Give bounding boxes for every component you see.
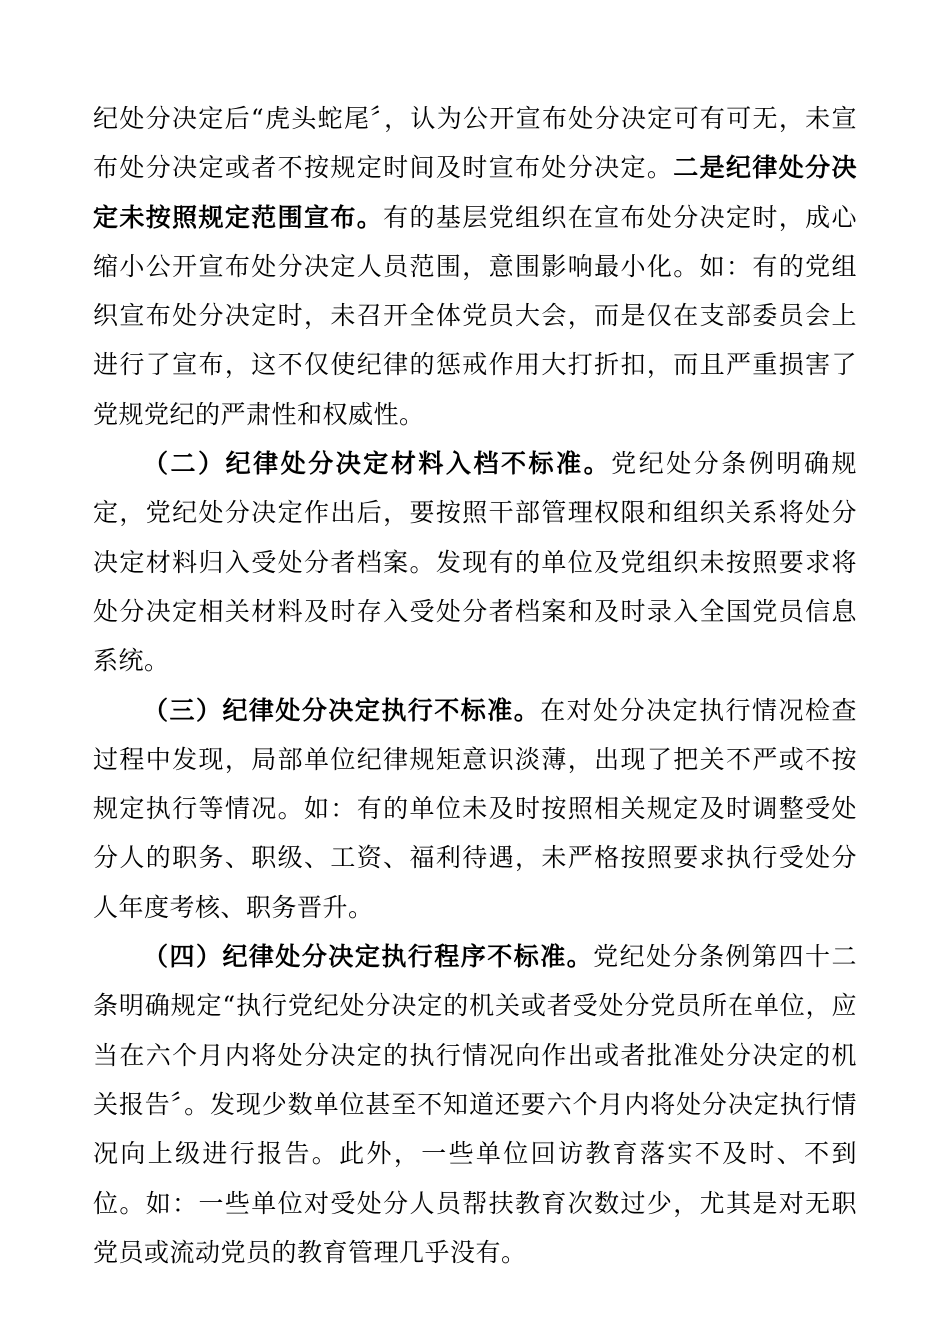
paragraph-1 xyxy=(93,94,857,439)
paragraph-4-bold-heading: （四）纪律处分决定执行程序不标准。 xyxy=(143,942,594,972)
paragraph-4 xyxy=(93,932,857,1277)
paragraph-1-bold-heading: 二是纪律处分决定未按照规定范围宣布。 xyxy=(93,153,857,232)
paragraph-1-text-a: 纪处分决定后“虎头蛇尾〞，认为公开宣布处分决定可有可无，未宣布处分决定或者不按规定时间及时宣布处分决定。 xyxy=(93,104,857,183)
paragraph-3-text: 在对处分决定执行情况检查过程中发现，局部单位纪律规矩意识淡薄，出现了把关不严或不按规定执行等情况。如：有的单位未及时按照相关规定及时调整受处分人的职务、职级、工资、福利待遇，未严格按照要求执行受处分人年度考核、职务晋升。 xyxy=(93,695,857,922)
paragraph-3-bold-heading: （三）纪律处分决定执行不标准。 xyxy=(143,695,541,725)
paragraph-4-text: 党纪处分条例第四十二条明确规定“执行党纪处分决定的机关或者受处分党员所在单位，应当在六个月内将处分决定的执行情况向作出或者批准处分决定的机关报告〞。发现少数单位甚至不知道还要六个月内将处分决定执行情况向上级进行报告。此外，一些单位回访教育落实不及时、不到位。如：一些单位对受处分人员帮扶教育次数过少，尤其是对无职党员或流动党员的教育管理几乎没有。 xyxy=(93,942,857,1267)
paragraph-2 xyxy=(93,439,857,685)
paragraph-2-text: 党纪处分条例明确规定，党纪处分决定作出后，要按照干部管理权限和组织关系将处分决定材料归入受处分者档案。发现有的单位及党组织未按照要求将处分决定相关材料及时存入受处分者档案和及时录入全国党员信息系统。 xyxy=(93,449,857,676)
paragraph-1-text-b: 有的基层党组织在宣布处分决定时，成心缩小公开宣布处分决定人员范围，意围影响最小化。如：有的党组织宣布处分决定时，未召开全体党员大会，而是仅在支部委员会上进行了宣布，这不仅使纪律的惩戒作用大打折扣，而且严重损害了党规党纪的严肃性和权威性。 xyxy=(93,202,857,429)
document-body xyxy=(93,94,857,1277)
paragraph-3 xyxy=(93,686,857,932)
paragraph-2-bold-heading: （二）纪律处分决定材料入档不标准。 xyxy=(143,449,612,479)
